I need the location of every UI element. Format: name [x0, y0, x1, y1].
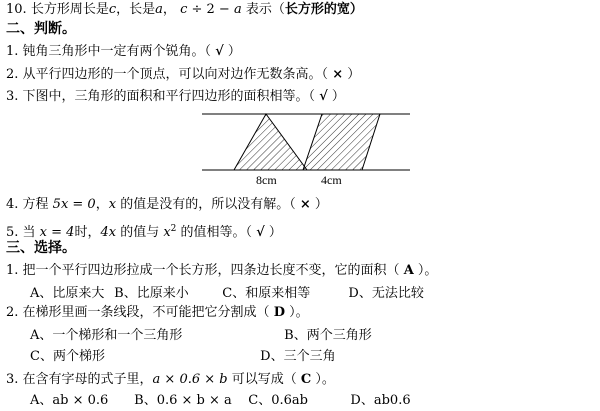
choice-2-options-row2 — [30, 349, 336, 365]
answer-text: 长方形的宽 — [284, 2, 350, 17]
option-a: A、ab × 0.6 — [30, 393, 109, 408]
answer-letter: C — [300, 372, 312, 387]
answer-letter: D — [273, 305, 285, 320]
option-c: C、0.6ab — [248, 393, 308, 408]
area-figure — [200, 110, 415, 190]
section-title-judgment: 二、判断。 — [6, 21, 76, 37]
option-c: C、和原来相等 — [222, 286, 311, 301]
option-b: B、比原来小 — [114, 286, 189, 301]
question-10: 10. 长方形周长是c，长是a， c ÷ 2 − a 表示（长方形的宽） — [6, 2, 363, 17]
answer-letter: A — [403, 263, 414, 278]
question-number: 10. — [6, 2, 27, 17]
judgment-3: 3. 下图中，三角形的面积和平行四边形的面积相等。（ √ ） — [6, 89, 345, 104]
option-d: D、ab0.6 — [350, 393, 411, 408]
judgment-5: 5. 当 x = 4时，4x 的值与 $x^2$ 的值相等。（ √ ） — [6, 224, 282, 240]
parallelogram-shape — [303, 114, 380, 170]
choice-1: 1. 把一个平行四边形拉成一个长方形，四条边长度不变，它的面积（ A ）。 — [6, 263, 438, 278]
triangle-base-label: 8cm — [256, 173, 277, 187]
option-c: C、两个梯形 — [30, 349, 105, 364]
judgment-4: 4. 方程 5x = 0，x 的值是没有的，所以没有解。（ × ） — [6, 197, 328, 212]
choice-2-options-row1 — [30, 328, 372, 344]
option-d: D、三个三角 — [260, 349, 336, 364]
triangle-shape — [234, 114, 307, 170]
cross-mark: × — [332, 67, 344, 82]
section-title-choice: 三、选择。 — [6, 240, 76, 256]
option-d: D、无法比较 — [348, 286, 424, 301]
choice-2: 2. 在梯形里画一条线段，不可能把它分割成（ D ）。 — [6, 305, 309, 320]
choice-3: 3. 在含有字母的式子里，a × 0.6 × b 可以写成（ C ）。 — [6, 372, 335, 387]
check-mark: √ — [256, 225, 265, 240]
option-a: A、一个梯形和一个三角形 — [30, 328, 183, 343]
check-mark: √ — [319, 89, 328, 104]
check-mark: √ — [215, 44, 224, 59]
cross-mark: × — [299, 197, 311, 212]
choice-1-options — [30, 286, 424, 302]
option-b: B、0.6 × b × a — [134, 393, 232, 408]
parallelogram-base-label: 4cm — [321, 173, 342, 187]
choice-3-options — [30, 393, 411, 409]
option-a: A、比原来大 — [30, 286, 105, 301]
judgment-1: 1. 钝角三角形中一定有两个锐角。（ √ ） — [6, 44, 241, 59]
option-b: B、两个三角形 — [284, 328, 372, 343]
judgment-2: 2. 从平行四边形的一个顶点，可以向对边作无数条高。（ × ） — [6, 67, 361, 82]
